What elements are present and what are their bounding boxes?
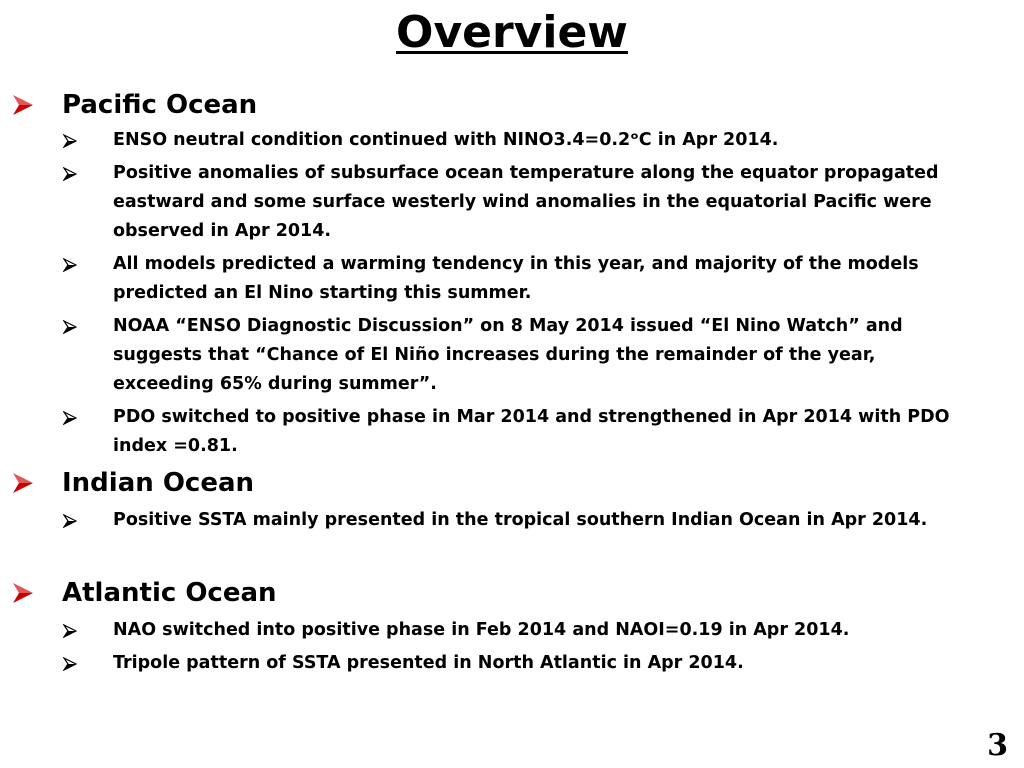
list-item-text: All models predicted a warming tendency in this year, and majority of the models predicted an El Nino starting this summer.	[113, 254, 919, 303]
arrow-bullet-icon	[63, 134, 77, 148]
arrow-bullet-icon	[63, 167, 77, 181]
arrow-bullet-icon	[12, 582, 34, 604]
arrow-bullet-icon	[12, 94, 34, 116]
section-heading: Indian Ocean	[62, 468, 255, 498]
arrow-bullet-icon	[63, 258, 77, 272]
list-item	[0, 506, 1024, 535]
arrow-bullet-icon	[63, 411, 77, 425]
arrow-bullet-icon	[63, 657, 77, 671]
list-item	[0, 616, 1024, 645]
list-item	[0, 403, 1024, 461]
bullet-list	[0, 506, 1024, 535]
list-item	[0, 250, 1024, 308]
list-item-text: Positive SSTA mainly presented in the tropical southern Indian Ocean in Apr 2014.	[113, 510, 928, 530]
list-item	[0, 649, 1024, 678]
section-heading-row	[0, 88, 1024, 122]
slide-number: 3	[987, 728, 1008, 763]
list-item-text: Tripole pattern of SSTA presented in North Atlantic in Apr 2014.	[113, 653, 744, 673]
section-atlantic-ocean	[0, 576, 1024, 678]
slide-title-text: Overview	[396, 7, 628, 58]
section-heading-row	[0, 576, 1024, 610]
arrow-bullet-icon	[63, 514, 77, 528]
section-indian-ocean	[0, 466, 1024, 535]
list-item-text: ENSO neutral condition continued with NINO3.4=0.2ᵒC in Apr 2014.	[113, 130, 779, 150]
bullet-list	[0, 616, 1024, 678]
list-item	[0, 312, 1024, 399]
section-pacific-ocean	[0, 88, 1024, 461]
list-item	[0, 159, 1024, 246]
arrow-bullet-icon	[63, 320, 77, 334]
list-item	[0, 126, 1024, 155]
list-item-text: NAO switched into positive phase in Feb 2014 and NAOI=0.19 in Apr 2014.	[113, 620, 850, 640]
section-heading: Atlantic Ocean	[62, 578, 277, 608]
list-item-text: NOAA “ENSO Diagnostic Discussion” on 8 May 2014 issued “El Nino Watch” and suggests that “Chance of El Niño increases during the remainder of the year, exceeding 65% during summer”.	[113, 316, 903, 394]
arrow-bullet-icon	[12, 472, 34, 494]
list-item-text: Positive anomalies of subsurface ocean temperature along the equator propagated eastward and some surface westerly wind anomalies in the equatorial Pacific were observed in Apr 2014.	[113, 163, 939, 241]
list-item-text: PDO switched to positive phase in Mar 2014 and strengthened in Apr 2014 with PDO index =0.81.	[113, 407, 950, 456]
arrow-bullet-icon	[63, 624, 77, 638]
section-heading: Pacific Ocean	[62, 90, 258, 120]
bullet-list	[0, 126, 1024, 461]
section-heading-row	[0, 466, 1024, 500]
slide-title	[0, 6, 1024, 60]
